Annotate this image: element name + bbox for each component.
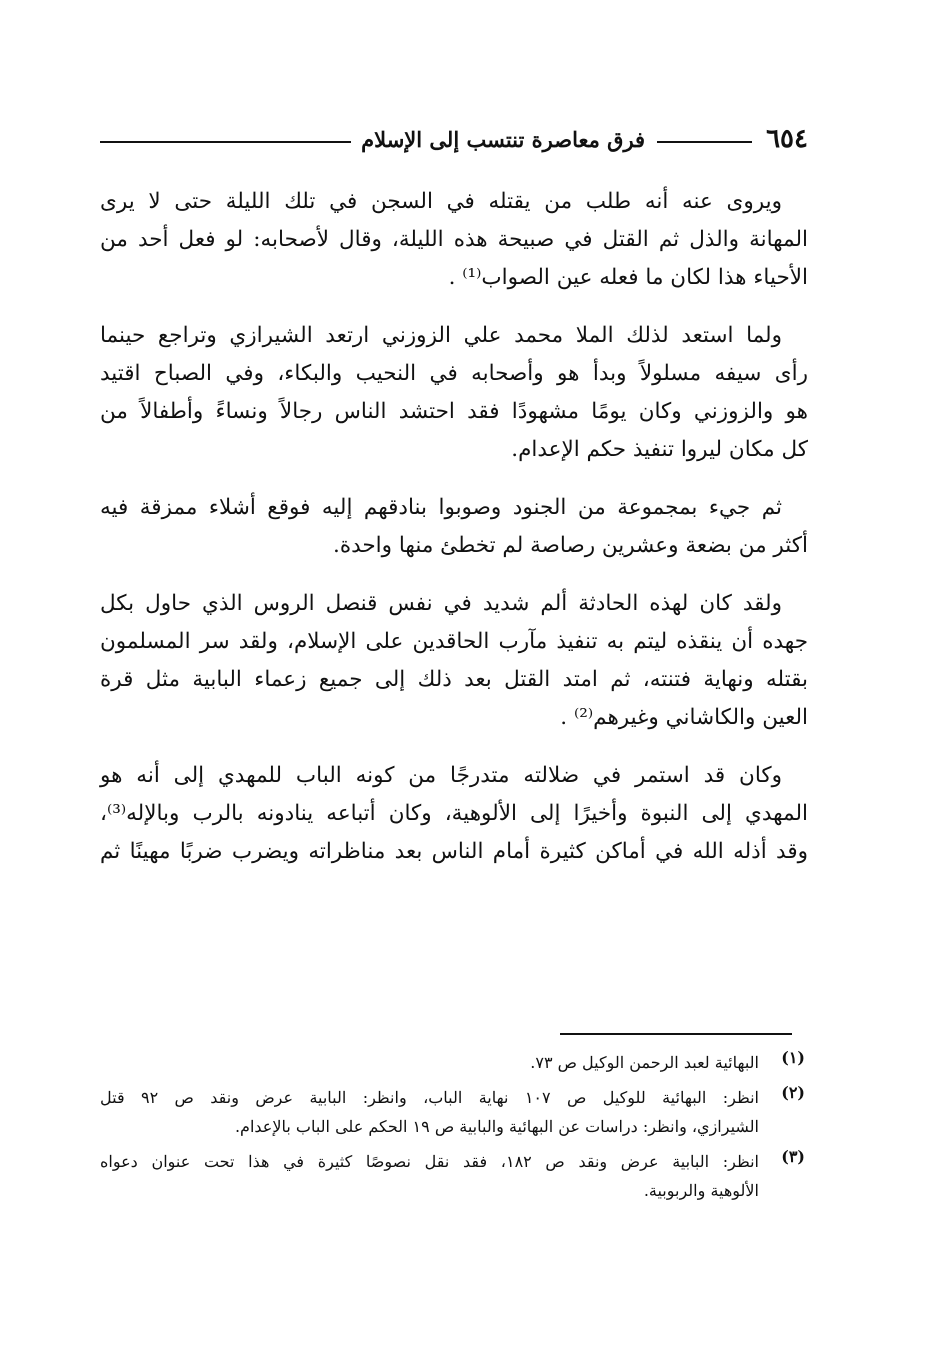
- paragraph: [100, 757, 808, 871]
- footnote-line: انظر: البهائية للوكيل ص ١٠٧ نهاية الباب، وانظر: البابية عرض ونقد ص ٩٢ قتل: [100, 1088, 759, 1107]
- text-line: وكان قد استمر في ضلالته متدرجًا من كونه الباب للمهدي إلى أنه هو: [100, 763, 782, 788]
- text-line: ولقد كان لهذه الحادثة ألم شديد في نفس قنصل الروس الذي حاول بكل: [100, 591, 782, 616]
- footnote-line: الألوهية والربوبية.: [643, 1181, 759, 1200]
- text-line: المهانة والذل ثم القتل في صبيحة هذه الليلة، وقال لأصحابه: لو فعل أحد من: [100, 227, 808, 252]
- text-line: العين والكاشاني وغيرهم⁽²⁾ .: [560, 705, 808, 730]
- text-line: ولما استعد لذلك الملا محمد علي الزوزني ارتعد الشيرازي وتراجع حينما: [100, 323, 782, 348]
- text-line: كل مكان ليروا تنفيذ حكم الإعدام.: [511, 437, 808, 462]
- text-line: الأحياء هذا لكان ما فعله عين الصواب⁽¹⁾ .: [448, 265, 808, 290]
- text-line: ويروى عنه أنه طلب من يقتله في السجن في تلك الليلة حتى لا يرى: [100, 189, 782, 214]
- main-text: [100, 183, 808, 891]
- text-line: أكثر من بضعة وعشرين رصاصة لم تخطئ منها واحدة.: [333, 533, 808, 558]
- text-line: ثم جيء بمجموعة من الجنود وصوبوا بنادقهم إليه فوقع أشلاء ممزقة فيه: [100, 495, 782, 520]
- footnote-number: (٢): [781, 1083, 805, 1102]
- paragraph: [100, 585, 808, 737]
- footnote-text: [100, 1147, 759, 1205]
- text-line: المهدي إلى النبوة وأخيرًا إلى الألوهية، وكان أتباعه ينادونه بالرب وبالإله⁽³⁾،: [100, 801, 808, 826]
- footnote-line: الشيرازي، وانظر: دراسات عن البهائية والبابية ص ١٩ الحكم على الباب بالإعدام.: [234, 1117, 759, 1136]
- footnotes: [100, 1048, 805, 1211]
- footnote-line: البهائية لعبد الرحمن الوكيل ص ٧٣.: [530, 1053, 759, 1072]
- footnote-text: [100, 1048, 759, 1077]
- paragraph: [100, 489, 808, 565]
- text-line: جهده أن ينقذه ليتم به تنفيذ مآرب الحاقدين على الإسلام، ولقد سر المسلمون: [100, 629, 808, 654]
- footnote-text: [100, 1083, 759, 1141]
- footnote: [100, 1048, 805, 1077]
- footnote-number: (١): [781, 1048, 805, 1067]
- running-title: فرق معاصرة تنتسب إلى الإسلام: [361, 127, 646, 152]
- header-rule-short: [657, 141, 752, 143]
- footnote-separator: [560, 1033, 792, 1035]
- paragraph: [100, 317, 808, 469]
- footnote: [100, 1147, 805, 1205]
- footnote-number: (٣): [781, 1147, 805, 1166]
- header-rule-long: [100, 141, 351, 143]
- page-header: [100, 112, 808, 152]
- text-line: رأى سيفه مسلولاً وبدأ هو وأصحابه في النحيب والبكاء، وفي الصباح اقتيد: [100, 361, 808, 386]
- paragraph: [100, 183, 808, 297]
- text-line: بقتله ونهاية فتنته، ثم امتد القتل بعد ذلك إلى جميع زعماء البابية مثل قرة: [100, 667, 808, 692]
- page-number: ٦٥٤: [766, 124, 808, 154]
- footnote-line: انظر: البابية عرض ونقد ص ١٨٢، فقد نقل نصوصًا كثيرة في هذا تحت عنوان دعواه: [100, 1152, 759, 1171]
- text-line: هو والزوزني وكان يومًا مشهودًا فقد احتشد الناس رجالاً ونساءً وأطفالاً من: [100, 399, 808, 424]
- text-line: وقد أذله الله في أماكن كثيرة أمام الناس بعد مناظراته ويضرب ضربًا مهينًا ثم: [100, 839, 808, 864]
- footnote: [100, 1083, 805, 1141]
